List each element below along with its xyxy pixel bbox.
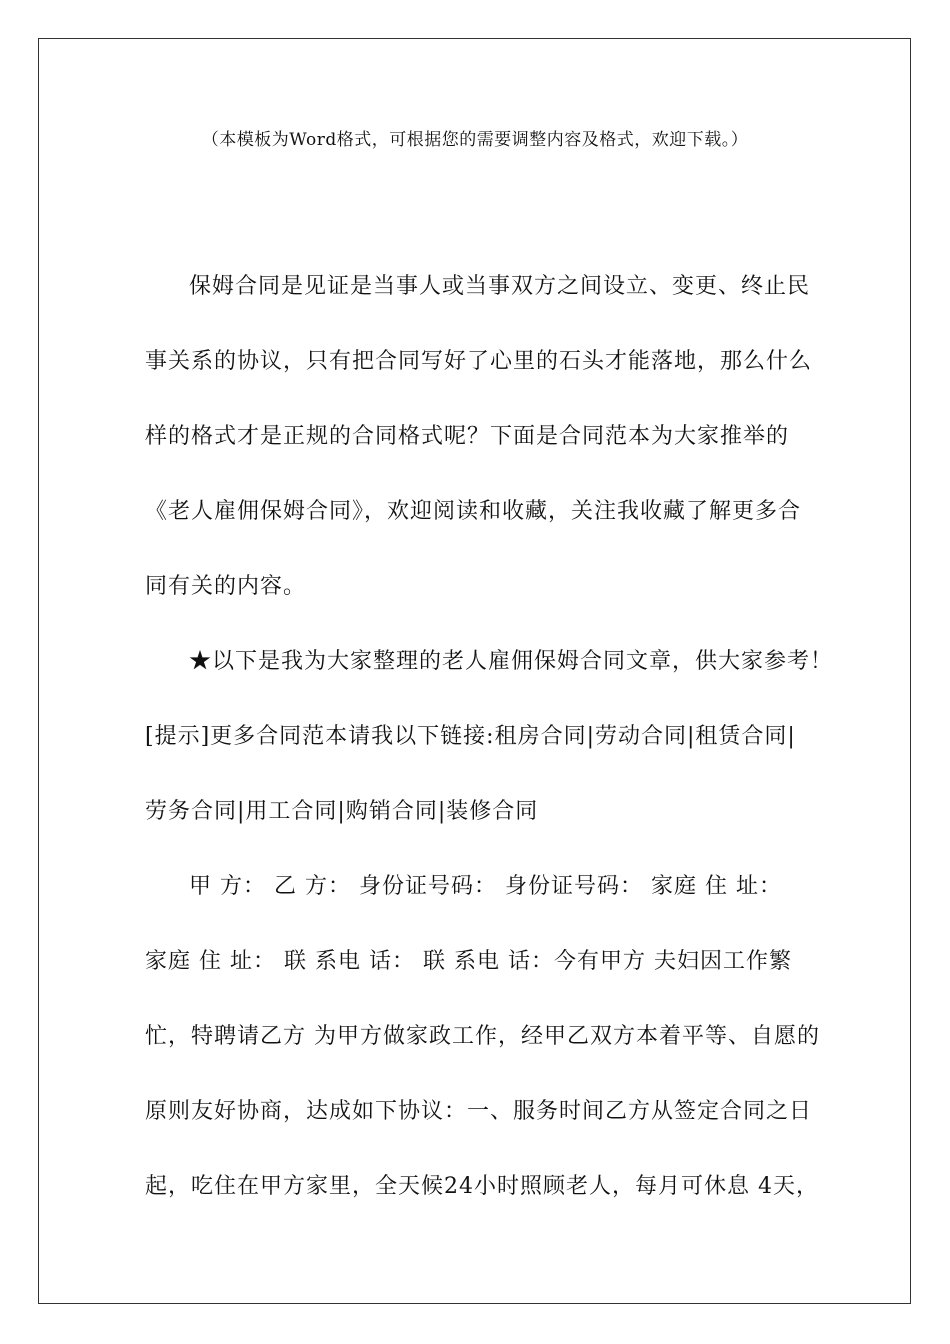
paragraph-1-line-2: 事关系的协议，只有把合同写好了心里的石头才能落地，那么什么 <box>145 349 813 374</box>
paragraph-1-line-3: 样的格式才是正规的合同格式呢？下面是合同范本为大家推举的 <box>145 424 790 449</box>
links-line-1: [提示]更多合同范本请我以下链接:租房合同|劳动合同|租赁合同| <box>145 724 796 749</box>
contract-line-5: 起，吃住在甲方家里，全天候24小时照顾老人，每月可休息 4天， <box>145 1174 819 1199</box>
star-paragraph: ★以下是我为大家整理的老人雇佣保姆合同文章，供大家参考！ <box>189 649 834 674</box>
paragraph-1-line-5: 同有关的内容。 <box>145 574 307 599</box>
document-body <box>145 265 834 1233</box>
paragraph-1-line-4: 《老人雇佣保姆合同》，欢迎阅读和收藏，关注我收藏了解更多合 <box>145 499 802 524</box>
contract-line-1: 甲 方： 乙 方： 身份证号码： 身份证号码： 家庭 住 址： <box>189 874 782 899</box>
contract-line-3: 忙，特聘请乙方 为甲方做家政工作，经甲乙双方本着平等、自愿的 <box>145 1024 820 1049</box>
contract-line-2: 家庭 住 址： 联 系电 话： 联 系电 话：今有甲方 夫妇因工作繁 <box>145 949 792 974</box>
paragraph-1-line-1: 保姆合同是见证是当事人或当事双方之间设立、变更、终止民 <box>189 274 811 299</box>
template-notice: （本模板为Word格式，可根据您的需要调整内容及格式，欢迎下载。） <box>201 130 749 150</box>
contract-line-4: 原则友好协商，达成如下协议：一、服务时间乙方从签定合同之日 <box>145 1099 813 1124</box>
links-line-2: 劳务合同|用工合同|购销合同|装修合同 <box>145 799 539 824</box>
